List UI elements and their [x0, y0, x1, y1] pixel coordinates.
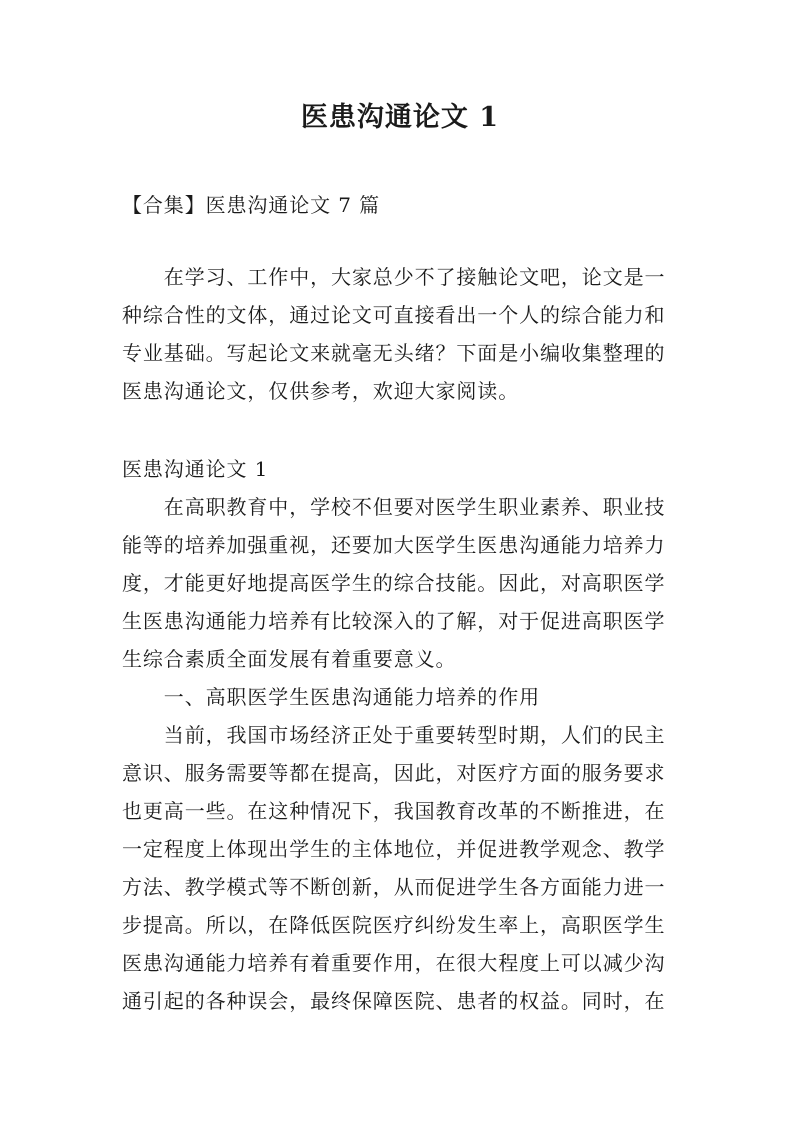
paragraph-line: 方法、教学模式等不断创新，从而促进学生各方面能力进一	[122, 875, 666, 899]
paragraph-line: 能等的培养加强重视，还要加大医学生医患沟通能力培养力	[122, 533, 666, 557]
paragraph-line: 意识、服务需要等都在提高，因此，对医疗方面的服务要求	[122, 761, 666, 785]
intro-line: 在学习、工作中，大家总少不了接触论文吧，论文是一	[122, 265, 666, 289]
collection-subtitle: 【合集】医患沟通论文 7 篇	[122, 193, 381, 217]
intro-line: 专业基础。写起论文来就毫无头绪？下面是小编收集整理的	[122, 341, 666, 365]
paragraph-line: 也更高一些。在这种情况下，我国教育改革的不断推进，在	[122, 799, 666, 823]
intro-line: 种综合性的文体，通过论文可直接看出一个人的综合能力和	[122, 303, 666, 327]
paragraph-line: 生综合素质全面发展有着重要意义。	[122, 647, 457, 671]
paragraph-line: 度，才能更好地提高医学生的综合技能。因此，对高职医学	[122, 571, 666, 595]
subheading: 一、高职医学生医患沟通能力培养的作用	[122, 685, 540, 709]
paragraph-line: 当前，我国市场经济正处于重要转型时期，人们的民主	[122, 723, 666, 747]
intro-line: 医患沟通论文，仅供参考，欢迎大家阅读。	[122, 379, 520, 403]
document-title: 医患沟通论文 1	[300, 102, 500, 133]
paragraph-line: 生医患沟通能力培养有比较深入的了解，对于促进高职医学	[122, 609, 666, 633]
paragraph-line: 步提高。所以，在降低医院医疗纠纷发生率上，高职医学生	[122, 913, 666, 937]
paragraph-line: 一定程度上体现出学生的主体地位，并促进教学观念、教学	[122, 837, 666, 861]
paragraph-line: 医患沟通能力培养有着重要作用，在很大程度上可以减少沟	[122, 951, 666, 975]
paragraph-line: 在高职教育中，学校不但要对医学生职业素养、职业技	[122, 495, 666, 519]
section-heading: 医患沟通论文 1	[122, 457, 269, 481]
paragraph-line: 通引起的各种误会，最终保障医院、患者的权益。同时，在	[122, 989, 666, 1013]
